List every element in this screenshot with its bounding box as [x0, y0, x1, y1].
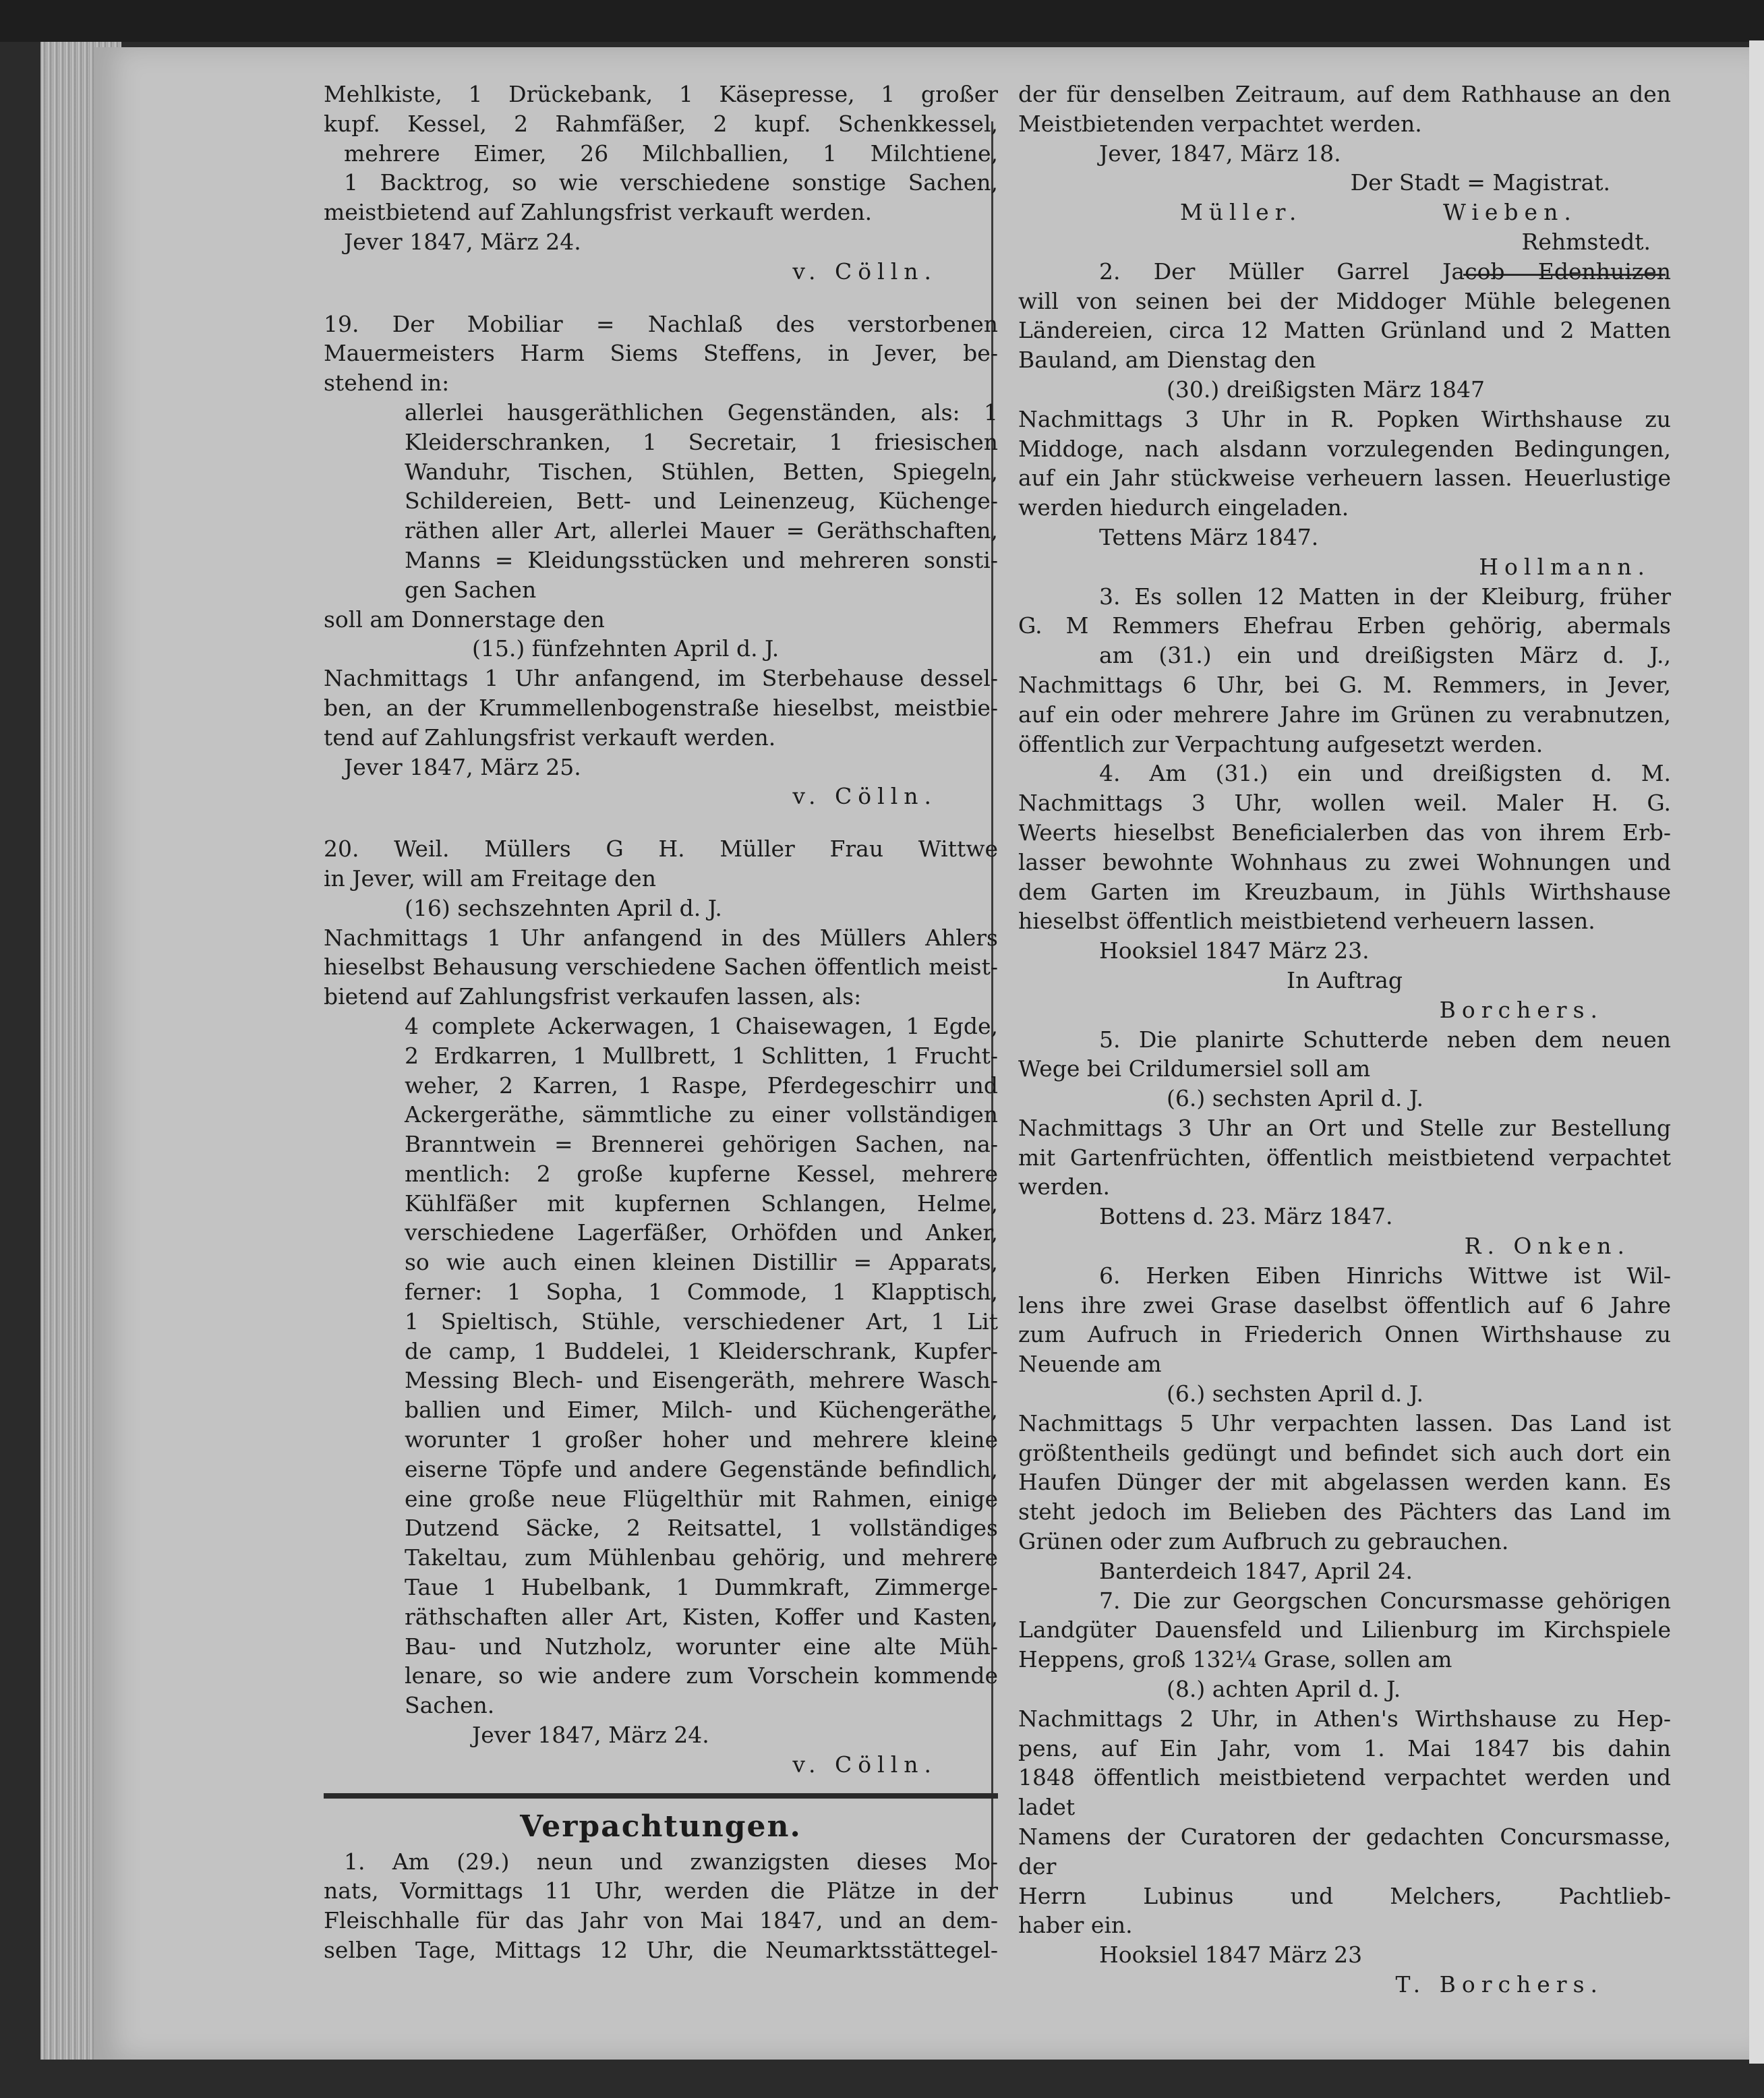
signer: Müller. [1180, 199, 1303, 226]
notice-signature: Borchers. [1439, 996, 1604, 1023]
notice-signature: v. Cölln. [792, 783, 937, 810]
notice-date: Bottens d. 23. März 1847. [1099, 1203, 1393, 1230]
text-line: der für denselben Zeitraum, auf dem Rathhause an den [1018, 81, 1671, 107]
text-line: 6. Herken Eiben Hinrichs Wittwe ist Wil- [1099, 1262, 1671, 1289]
notice-signature: v. Cölln. [792, 1751, 937, 1778]
list-line: gen Sachen [405, 576, 537, 603]
text-line: Nachmittags 1 Uhr anfangend, im Sterbehause dessel- [324, 665, 998, 692]
list-line: Branntwein = Brennerei gehörigen Sachen, na- [405, 1131, 998, 1158]
list-line: ballien und Eimer, Milch- und Küchengeräthe, [405, 1397, 998, 1424]
list-line: Ackergeräthe, sämmtliche zu einer vollständigen [405, 1101, 998, 1128]
text-line: 1. Am (29.) neun und zwanzigsten dieses Mo- [344, 1848, 998, 1875]
list-line: Taue 1 Hubelbank, 1 Dummkraft, Zimmerge- [405, 1574, 998, 1601]
text-line: Fleischhalle für das Jahr von Mai 1847, und an dem- [324, 1907, 998, 1934]
list-line: Bau- und Nutzholz, worunter eine alte Müh- [405, 1633, 998, 1660]
text-line: hieselbst Behausung verschiedene Sachen öffentlich meist- [324, 954, 998, 981]
list-line: 4 complete Ackerwagen, 1 Chaisewagen, 1 Egde, [405, 1012, 998, 1039]
text-line: werden. [1018, 1173, 1110, 1200]
list-line: Schildereien, Bett- und Leinenzeug, Küchenge- [405, 488, 998, 515]
list-line: eiserne Töpfe und andere Gegenstände befindlich, [405, 1455, 998, 1482]
text-line: Mehlkiste, 1 Drückebank, 1 Käsepresse, 1 großer [324, 81, 998, 107]
text-line: in Jever, will am Freitage den [324, 865, 656, 892]
list-line: verschiedene Lagerfäßer, Orhöfden und Anker, [405, 1219, 998, 1246]
scan-border-right [1749, 40, 1764, 2064]
text-line: Mauermeisters Harm Siems Steffens, in Jever, be- [324, 340, 998, 367]
list-line: weher, 2 Karren, 1 Raspe, Pferdegeschirr und [405, 1072, 998, 1099]
text-line: 20. Weil. Müllers G H. Müller Frau Wittwe [324, 836, 998, 863]
text-line: will von seinen bei der Middoger Mühle belegenen [1018, 287, 1671, 314]
list-line: Kleiderschranken, 1 Secretair, 1 friesischen [405, 428, 998, 455]
pacht-notice-3 [1018, 582, 1671, 759]
text-line: auf ein Jahr stückweise verheuern lassen. Heuerlustige [1018, 465, 1671, 492]
pacht-notice-5 [1018, 1025, 1671, 1261]
text-line: werden hiedurch eingeladen. [1018, 494, 1349, 521]
date-line: (30.) dreißigsten März 1847 [1167, 376, 1485, 403]
text-line: dem Garten im Kreuzbaum, in Jühls Wirthshause [1018, 878, 1671, 905]
signer: Wieben. [1443, 199, 1577, 226]
list-line: 1 Spieltisch, Stühle, verschiedener Art, 1 Lit [405, 1308, 998, 1335]
list-line: räthen aller Art, allerlei Mauer = Geräthschaften, [405, 517, 998, 544]
notice-date: Hooksiel 1847 März 23. [1099, 937, 1370, 964]
list-line: Kühlfäßer mit kupfernen Schlangen, Helme, [405, 1190, 998, 1217]
text-line: zum Aufruch in Friederich Onnen Wirthshause zu [1018, 1321, 1671, 1348]
intro-notice [324, 80, 998, 287]
text-line: haber ein. [1018, 1912, 1133, 1939]
place-heading: Rehmstedt. [1521, 228, 1651, 255]
text-line: Middoge, nach alsdann vorzulegenden Bedingungen, [1018, 435, 1671, 462]
text-line: hieselbst öffentlich meistbietend verheuern lassen. [1018, 908, 1595, 935]
notice-auftrag: In Auftrag [1287, 966, 1403, 993]
text-line: steht jedoch im Belieben des Pächters das Land im [1018, 1498, 1671, 1525]
text-line: Namens der Curatoren der gedachten Concursmasse, der [1018, 1824, 1671, 1880]
text-line: pens, auf Ein Jahr, vom 1. Mai 1847 bis dahin [1018, 1735, 1671, 1761]
text-line: Herrn Lubinus und Melchers, Pachtlieb- [1018, 1882, 1671, 1909]
section-rule [324, 1793, 998, 1799]
text-line: Bauland, am Dienstag den [1018, 347, 1316, 374]
text-line: am (31.) ein und dreißigsten März d. J., [1099, 642, 1671, 669]
notice-authority: Der Stadt = Magistrat. [1350, 169, 1610, 196]
pacht-notice-1-continued [1018, 80, 1671, 257]
list-line: de camp, 1 Buddelei, 1 Kleiderschrank, Kupfer- [405, 1337, 998, 1364]
list-line: Sachen. [405, 1692, 495, 1719]
notice-19 [324, 310, 998, 812]
text-line: 5. Die planirte Schutterde neben dem neuen [1099, 1026, 1671, 1053]
notice-date: Banterdeich 1847, April 24. [1099, 1557, 1413, 1584]
pacht-notice-1 [324, 1847, 998, 1965]
pacht-notice-4 [1018, 759, 1671, 1024]
date-line: (15.) fünfzehnten April d. J. [472, 635, 780, 662]
section-heading: Verpachtungen. [520, 1809, 802, 1844]
text-line: Neuende am [1018, 1351, 1162, 1378]
list-line: Dutzend Säcke, 2 Reitsattel, 1 vollständiges [405, 1515, 998, 1542]
notice-signers [1018, 198, 1671, 227]
pacht-notice-6 [1018, 1261, 1671, 1586]
list-line: mentlich: 2 große kupferne Kessel, mehrere [405, 1160, 998, 1187]
pacht-notice-2 [1018, 257, 1671, 582]
text-line: 2. Der Müller Garrel Jacob Edenhuizen [1099, 258, 1671, 285]
notice-date: Jever 1847, März 24. [472, 1722, 709, 1749]
pacht-notice-7 [1018, 1586, 1671, 2000]
text-line: tend auf Zahlungsfrist verkauft werden. [324, 724, 776, 751]
text-line: meistbietend auf Zahlungsfrist verkauft werden. [324, 199, 873, 226]
list-line: eine große neue Flügelthür mit Rahmen, einige [405, 1485, 998, 1512]
text-line: ben, an der Krummellenbogenstraße hieselbst, meistbie- [324, 694, 998, 721]
right-column [1018, 80, 1671, 2000]
text-line: 3. Es sollen 12 Matten in der Kleiburg, früher [1099, 583, 1671, 610]
text-line: Nachmittags 3 Uhr an Ort und Stelle zur Bestellung [1018, 1114, 1671, 1141]
text-line: bietend auf Zahlungsfrist verkaufen lassen, als: [324, 983, 862, 1010]
text-line: Meistbietenden verpachtet werden. [1018, 110, 1422, 137]
text-line: Heppens, groß 132¼ Grase, sollen am [1018, 1646, 1452, 1673]
notice-signature: Hollmann. [1479, 553, 1651, 580]
notice-signature: T. Borchers. [1395, 1971, 1604, 1998]
text-line: 1 Backtrog, so wie verschiedene sonstige Sachen, [344, 169, 998, 196]
text-line: Wege bei Crildumersiel soll am [1018, 1055, 1371, 1082]
left-column [324, 80, 998, 1965]
text-line: Nachmittags 2 Uhr, in Athen's Wirthshause zu Hep- [1018, 1705, 1671, 1732]
text-line: lens ihre zwei Grase daselbst öffentlich auf 6 Jahre [1018, 1291, 1671, 1318]
text-line: G. M Remmers Ehefrau Erben gehörig, abermals [1018, 612, 1671, 639]
text-line: 7. Die zur Georgschen Concursmasse gehörigen [1099, 1587, 1671, 1614]
notice-date: Hooksiel 1847 März 23 [1099, 1942, 1363, 1969]
date-line: (6.) sechsten April d. J. [1167, 1085, 1423, 1112]
text-line: mit Gartenfrüchten, öffentlich meistbietend verpachtet [1018, 1144, 1671, 1171]
list-line: allerlei hausgeräthlichen Gegenständen, als: 1 [405, 399, 998, 426]
notice-date: Jever, 1847, März 18. [1099, 140, 1341, 167]
list-line: Manns = Kleidungsstücken und mehreren sonsti- [405, 546, 998, 573]
date-line: (6.) sechsten April d. J. [1167, 1380, 1423, 1407]
text-line: lasser bewohnte Wohnhaus zu zwei Wohnungen und [1018, 848, 1671, 875]
list-line: Wanduhr, Tischen, Stühlen, Betten, Spiegeln, [405, 458, 998, 485]
list-line: Messing Blech- und Eisengeräth, mehrere Wasch- [405, 1367, 998, 1394]
text-line: auf ein oder mehrere Jahre im Grünen zu verabnutzen, [1018, 701, 1671, 728]
scan-border-top [0, 0, 1764, 42]
list-line: worunter 1 großer hoher und mehrere kleine [405, 1426, 998, 1453]
text-line: öffentlich zur Verpachtung aufgesetzt werden. [1018, 730, 1544, 757]
text-line: kupf. Kessel, 2 Rahmfäßer, 2 kupf. Schenkkessel, [324, 110, 998, 137]
date-line: (8.) achten April d. J. [1167, 1676, 1401, 1703]
text-line: soll am Donnerstage den [324, 606, 605, 633]
text-line: Nachmittags 1 Uhr anfangend in des Müllers Ahlers [324, 924, 998, 951]
text-line: größtentheils gedüngt und befindet sich auch dort ein [1018, 1439, 1671, 1466]
list-line: ferner: 1 Sopha, 1 Commode, 1 Klapptisch, [405, 1279, 998, 1306]
text-line: Haufen Dünger der mit abgelassen werden kann. Es [1018, 1469, 1671, 1496]
text-line: 19. Der Mobiliar = Nachlaß des verstorbenen [324, 310, 998, 337]
list-line: räthschaften aller Art, Kisten, Koffer und Kasten, [405, 1603, 998, 1630]
text-line: Nachmittags 3 Uhr, wollen weil. Maler H. G. [1018, 790, 1671, 817]
list-line: so wie auch einen kleinen Distillir = Apparats, [405, 1249, 998, 1276]
text-line: Ländereien, circa 12 Matten Grünland und 2 Matten [1018, 317, 1671, 344]
notice-signature: R. Onken. [1464, 1233, 1630, 1260]
text-line: stehend in: [324, 370, 450, 397]
notice-signature: v. Cölln. [792, 258, 937, 285]
notice-date: Jever 1847, März 25. [344, 753, 581, 780]
list-line: Takeltau, zum Mühlenbau gehörig, und mehrere [405, 1544, 998, 1571]
text-line: nats, Vormittags 11 Uhr, werden die Plätze in der [324, 1877, 998, 1904]
text-line: selben Tage, Mittags 12 Uhr, die Neumarktsstättegel- [324, 1937, 998, 1964]
list-line: lenare, so wie andere zum Vorschein kommende [405, 1662, 998, 1689]
notice-date: Tettens März 1847. [1099, 523, 1319, 550]
text-line: Landgüter Dauensfeld und Lilienburg im Kirchspiele [1018, 1616, 1671, 1643]
text-line: 4. Am (31.) ein und dreißigsten d. M. [1099, 760, 1671, 787]
notice-date: Jever 1847, März 24. [344, 228, 581, 255]
text-line: Weerts hieselbst Beneficialerben das von ihrem Erb- [1018, 819, 1671, 846]
text-line: Nachmittags 5 Uhr verpachten lassen. Das Land ist [1018, 1409, 1671, 1436]
text-line: 1848 öffentlich meistbietend verpachtet werden und ladet [1018, 1764, 1671, 1821]
text-line: mehrere Eimer, 26 Milchballien, 1 Milchtiene, [344, 140, 998, 167]
list-line: 2 Erdkarren, 1 Mullbrett, 1 Schlitten, 1 Frucht- [405, 1042, 998, 1069]
notice-20 [324, 834, 998, 1780]
date-line: (16) sechszehnten April d. J. [405, 894, 722, 921]
text-line: Grünen oder zum Aufbruch zu gebrauchen. [1018, 1528, 1509, 1555]
text-line: Nachmittags 6 Uhr, bei G. M. Remmers, in Jever, [1018, 671, 1671, 698]
text-line: Nachmittags 3 Uhr in R. Popken Wirthshause zu [1018, 405, 1671, 432]
